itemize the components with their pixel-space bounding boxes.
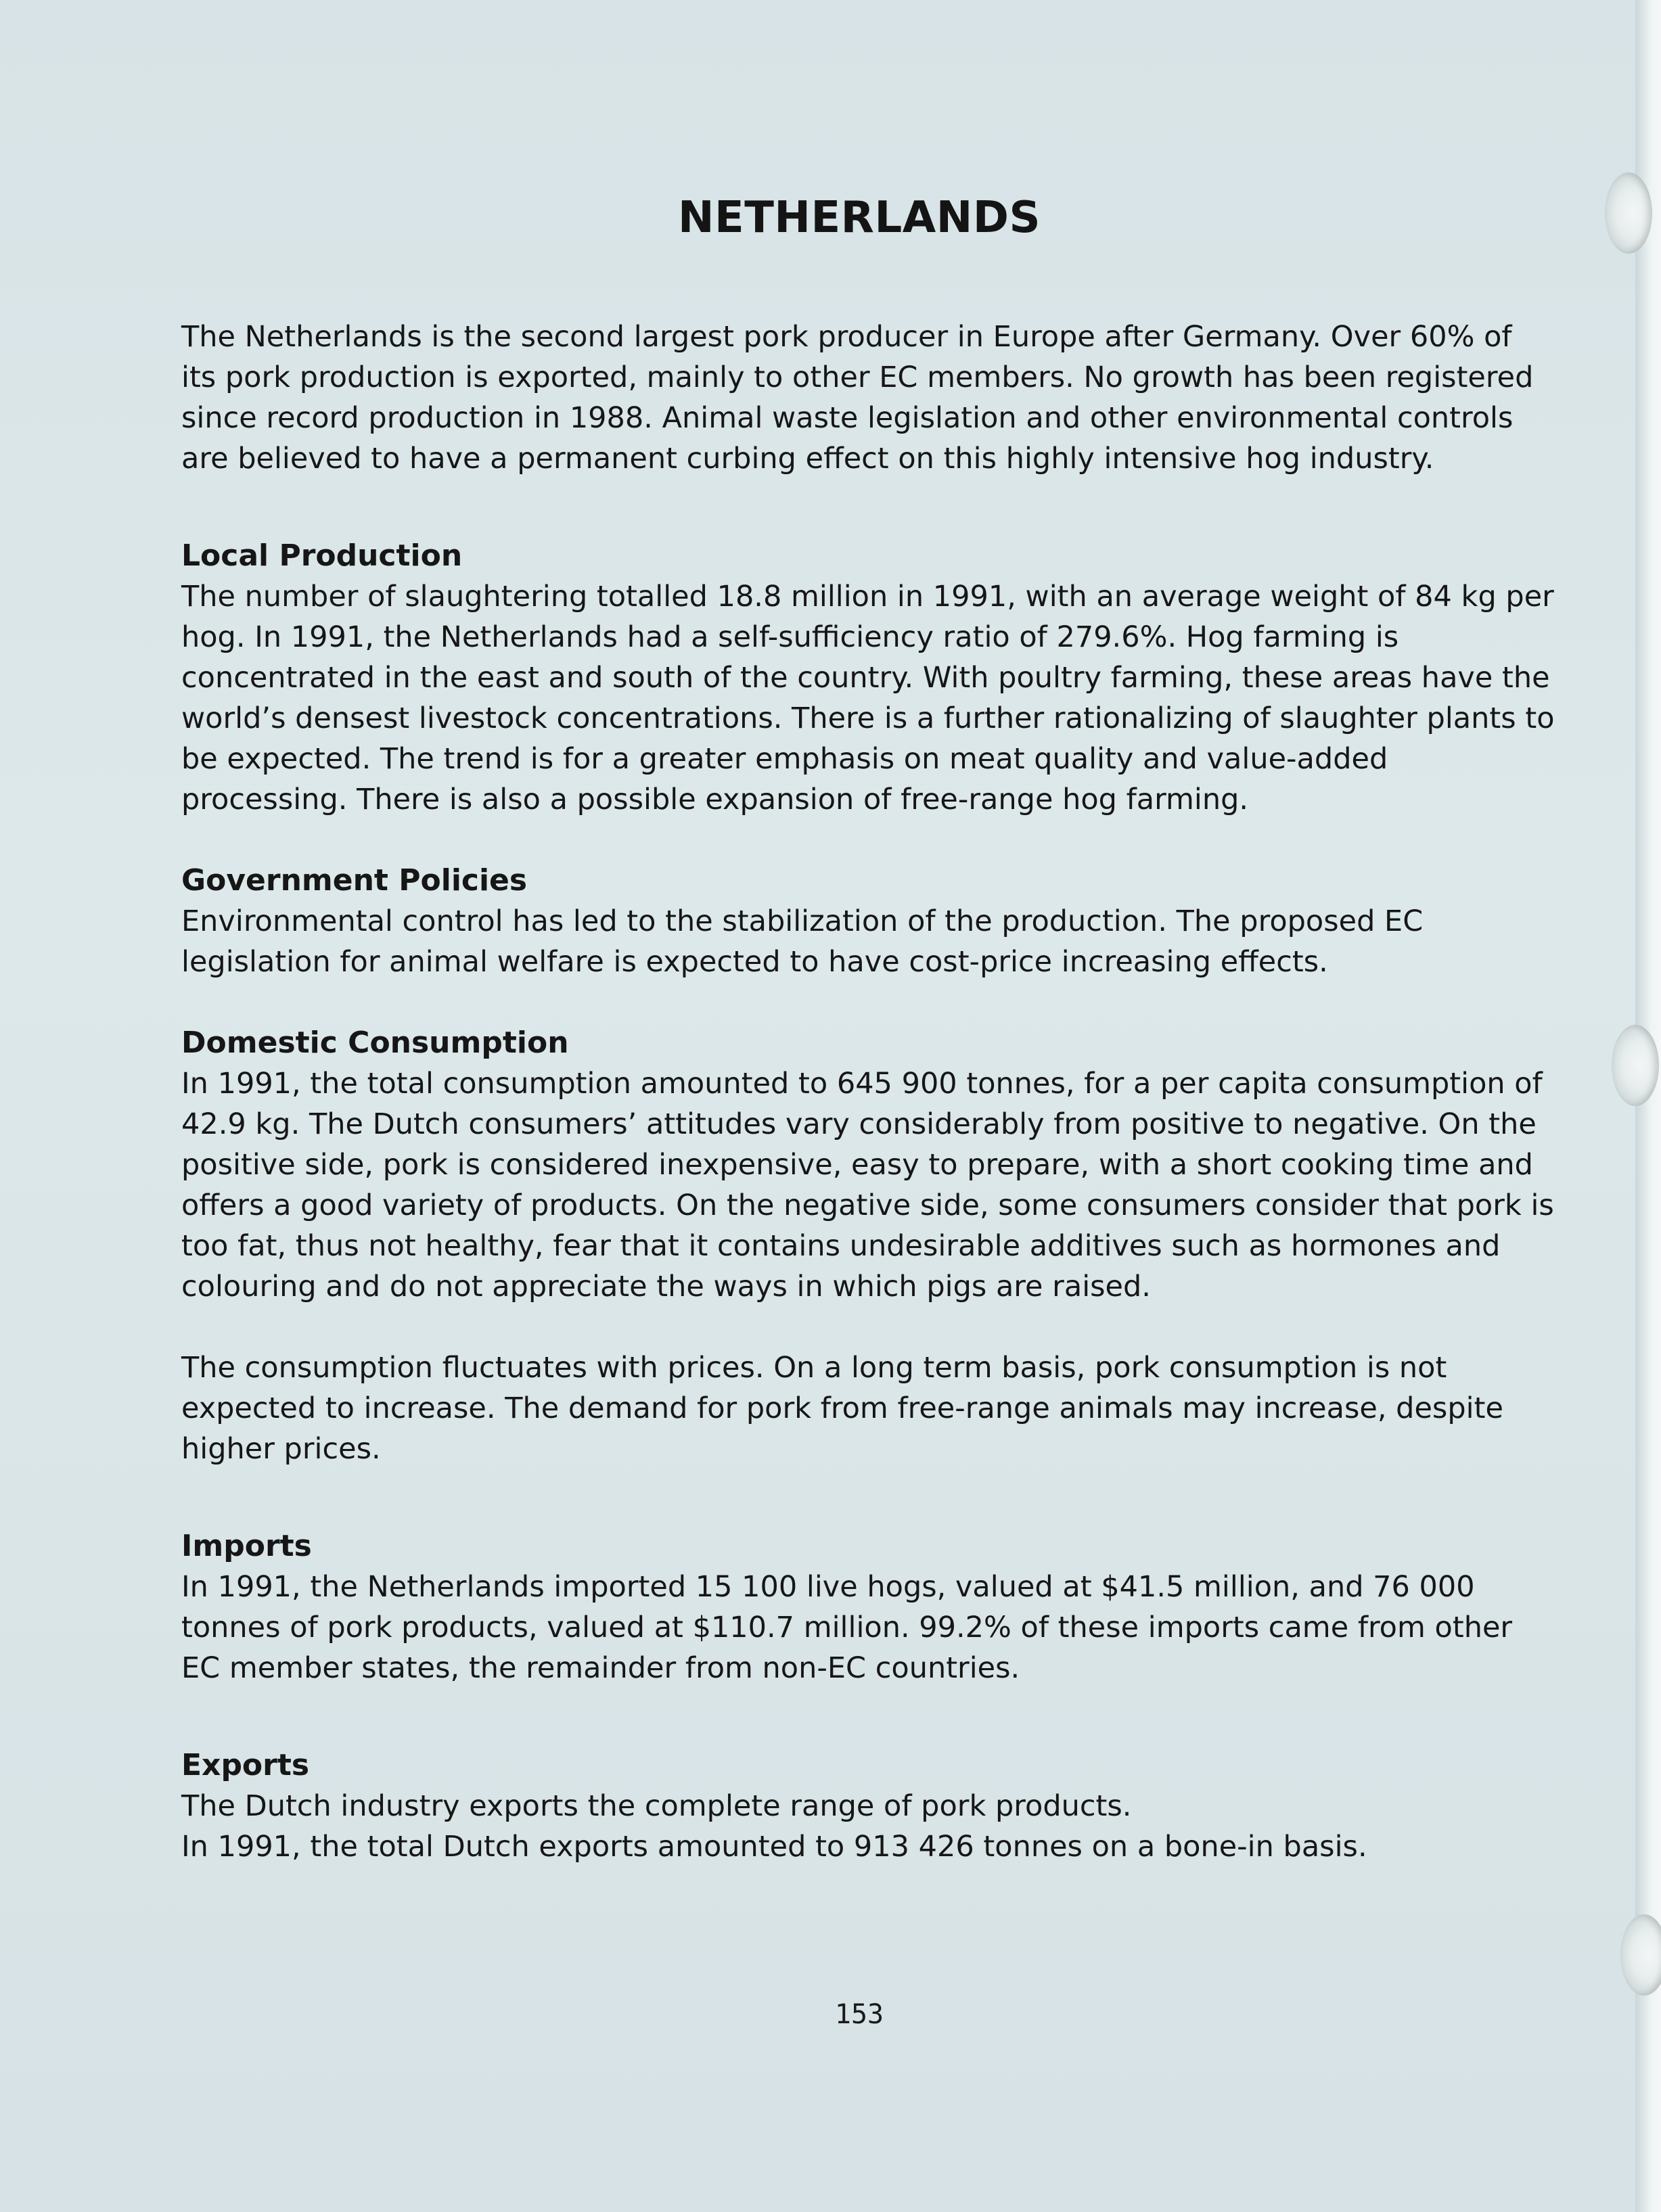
section-government-policies (181, 860, 1555, 982)
page-number: 153 (834, 1999, 884, 2030)
document-body (181, 317, 1555, 1867)
page-title: NETHERLANDS (677, 193, 1041, 243)
section-exports (181, 1745, 1555, 1867)
section-paragraph: The Dutch industry exports the complete range of pork products. (181, 1789, 1132, 1823)
section-heading: Domestic Consumption (181, 1026, 569, 1060)
section-paragraph: In 1991, the total consumption amounted to 645 900 tonnes, for a per capita consumption of 42.9 kg. The Dutch consumers’ attitudes vary considerably from positive to negative. On the positive side, pork is considered inexpensive, easy to prepare, with a short cooking time and offers a good variety of products. On the negative side, some consumers consider that pork is too fat, thus not healthy, fear that it contains undesirable additives such as hormones and colouring and do not appreciate the ways in which pigs are raised. (181, 1067, 1554, 1304)
binder-hole-middle (1612, 1025, 1659, 1106)
section-paragraph: The number of slaughtering totalled 18.8 million in 1991, with an average weight of 84 kg per hog. In 1991, the Netherlands had a self-sufficiency ratio of 279.6%. Hog farming is concentrated in the east and south of the country. With poultry farming, these areas have the world’s densest livestock concentrations. There is a further rationalizing of slaughter plants to be expected. The trend is for a greater emphasis on meat quality and value-added processing. There is also a possible expansion of free-range hog farming. (181, 580, 1555, 816)
section-domestic-consumption (181, 1023, 1555, 1469)
section-paragraph: The consumption fluctuates with prices. On a long term basis, pork consumption is not expected to increase. The demand for pork from free-range animals may increase, despite higher prices. (181, 1351, 1503, 1466)
section-local-production (181, 536, 1555, 820)
section-paragraph: In 1991, the total Dutch exports amounted to 913 426 tonnes on a bone-in basis. (181, 1830, 1367, 1864)
section-heading: Government Policies (181, 863, 528, 898)
page-edge (1635, 0, 1661, 2212)
section-imports (181, 1526, 1555, 1688)
section-heading: Imports (181, 1529, 312, 1563)
section-heading: Local Production (181, 538, 463, 573)
section-paragraph: In 1991, the Netherlands imported 15 100 live hogs, valued at $41.5 million, and 76 000 tonnes of pork products, valued at $110.7 million. 99.2% of these imports came from other EC member states, the remainder from non-EC countries. (181, 1570, 1513, 1685)
section-heading: Exports (181, 1748, 310, 1782)
section-paragraph: Environmental control has led to the stabilization of the production. The proposed EC legislation for animal welfare is expected to have cost-price increasing effects. (181, 904, 1424, 979)
intro-paragraph: The Netherlands is the second largest pork producer in Europe after Germany. Over 60% of its pork production is exported, mainly to other EC members. No growth has been registered since record production in 1988. Animal waste legislation and other environmental controls are believed to have a permanent curbing effect on this highly intensive hog industry. (181, 320, 1534, 476)
